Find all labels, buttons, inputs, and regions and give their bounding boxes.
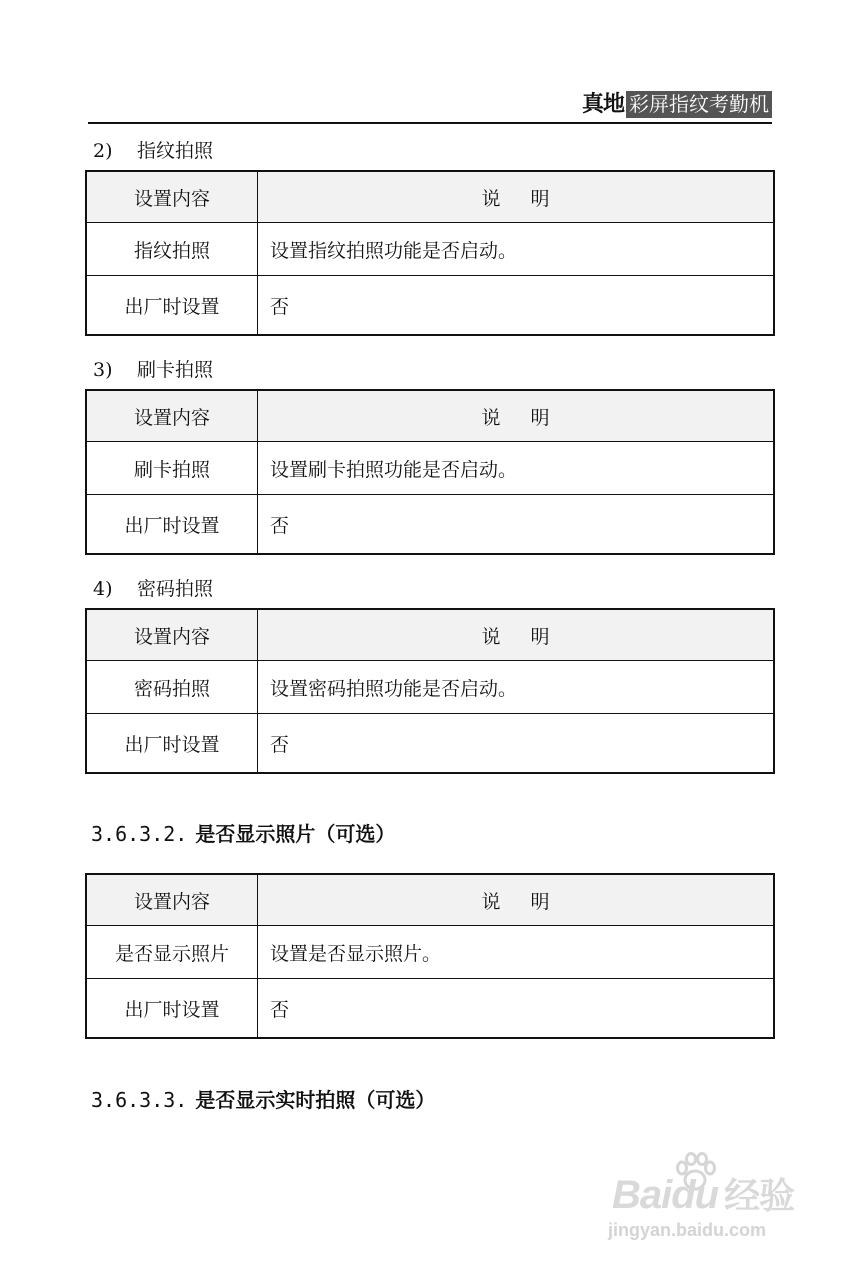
table-header-row xyxy=(86,609,774,661)
setting-desc-cell: 否 xyxy=(258,276,775,336)
header-cell-description: 说 明 xyxy=(258,609,775,661)
table-row xyxy=(86,661,774,714)
table-header-row xyxy=(86,874,774,926)
setting-name-cell: 出厂时设置 xyxy=(86,714,258,774)
setting-name-cell: 出厂时设置 xyxy=(86,276,258,336)
table-row xyxy=(86,979,774,1039)
setting-name-cell: 出厂时设置 xyxy=(86,495,258,555)
setting-name-cell: 密码拍照 xyxy=(86,661,258,714)
table-row xyxy=(86,926,774,979)
subsection-title xyxy=(93,574,213,601)
subsection-number: 2) xyxy=(93,140,113,162)
section-number: 3.6.3.3. xyxy=(91,1088,188,1112)
table-row xyxy=(86,714,774,774)
setting-desc-cell: 设置刷卡拍照功能是否启动。 xyxy=(258,442,775,495)
settings-table xyxy=(85,608,775,774)
section-number: 3.6.3.2. xyxy=(91,822,188,846)
setting-name-cell: 出厂时设置 xyxy=(86,979,258,1039)
setting-desc-cell: 设置指纹拍照功能是否启动。 xyxy=(258,223,775,276)
setting-name-cell: 是否显示照片 xyxy=(86,926,258,979)
subsection-title xyxy=(93,136,213,163)
section-title: 是否显示实时拍照（可选） xyxy=(195,1088,436,1112)
setting-desc-cell: 否 xyxy=(258,979,775,1039)
page-header xyxy=(88,88,772,124)
subsection-title xyxy=(93,355,213,382)
watermark-brand: Baidu 经验 xyxy=(612,1173,795,1217)
setting-desc-cell: 设置密码拍照功能是否启动。 xyxy=(258,661,775,714)
table-header-row xyxy=(86,390,774,442)
settings-table xyxy=(85,873,775,1039)
settings-table xyxy=(85,170,775,336)
subsection-label: 密码拍照 xyxy=(137,578,214,600)
table-row xyxy=(86,276,774,336)
setting-name-cell: 指纹拍照 xyxy=(86,223,258,276)
setting-desc-cell: 设置是否显示照片。 xyxy=(258,926,775,979)
subsection-number: 3) xyxy=(93,359,113,381)
header-cell-setting: 设置内容 xyxy=(86,609,258,661)
baidu-jingyan-watermark xyxy=(606,1152,806,1244)
section-heading xyxy=(91,1084,435,1113)
subsection-label: 刷卡拍照 xyxy=(137,359,214,381)
header-cell-setting: 设置内容 xyxy=(86,171,258,223)
table-header-row xyxy=(86,171,774,223)
header-title: 彩屏指纹考勤机 xyxy=(626,91,772,118)
subsection-label: 指纹拍照 xyxy=(137,140,214,162)
table-row xyxy=(86,495,774,555)
header-cell-description: 说 明 xyxy=(258,171,775,223)
settings-table xyxy=(85,389,775,555)
setting-name-cell: 刷卡拍照 xyxy=(86,442,258,495)
section-heading xyxy=(91,818,395,847)
section-title: 是否显示照片（可选） xyxy=(195,822,396,846)
header-cell-description: 说 明 xyxy=(258,874,775,926)
header-cell-description: 说 明 xyxy=(258,390,775,442)
table-row xyxy=(86,442,774,495)
table-row xyxy=(86,223,774,276)
watermark-url: jingyan.baidu.com xyxy=(608,1220,767,1240)
subsection-number: 4) xyxy=(93,578,113,600)
header-brand xyxy=(582,90,772,118)
header-cell-setting: 设置内容 xyxy=(86,874,258,926)
setting-desc-cell: 否 xyxy=(258,495,775,555)
setting-desc-cell: 否 xyxy=(258,714,775,774)
header-cell-setting: 设置内容 xyxy=(86,390,258,442)
brand-logo: 真地 xyxy=(581,92,624,117)
